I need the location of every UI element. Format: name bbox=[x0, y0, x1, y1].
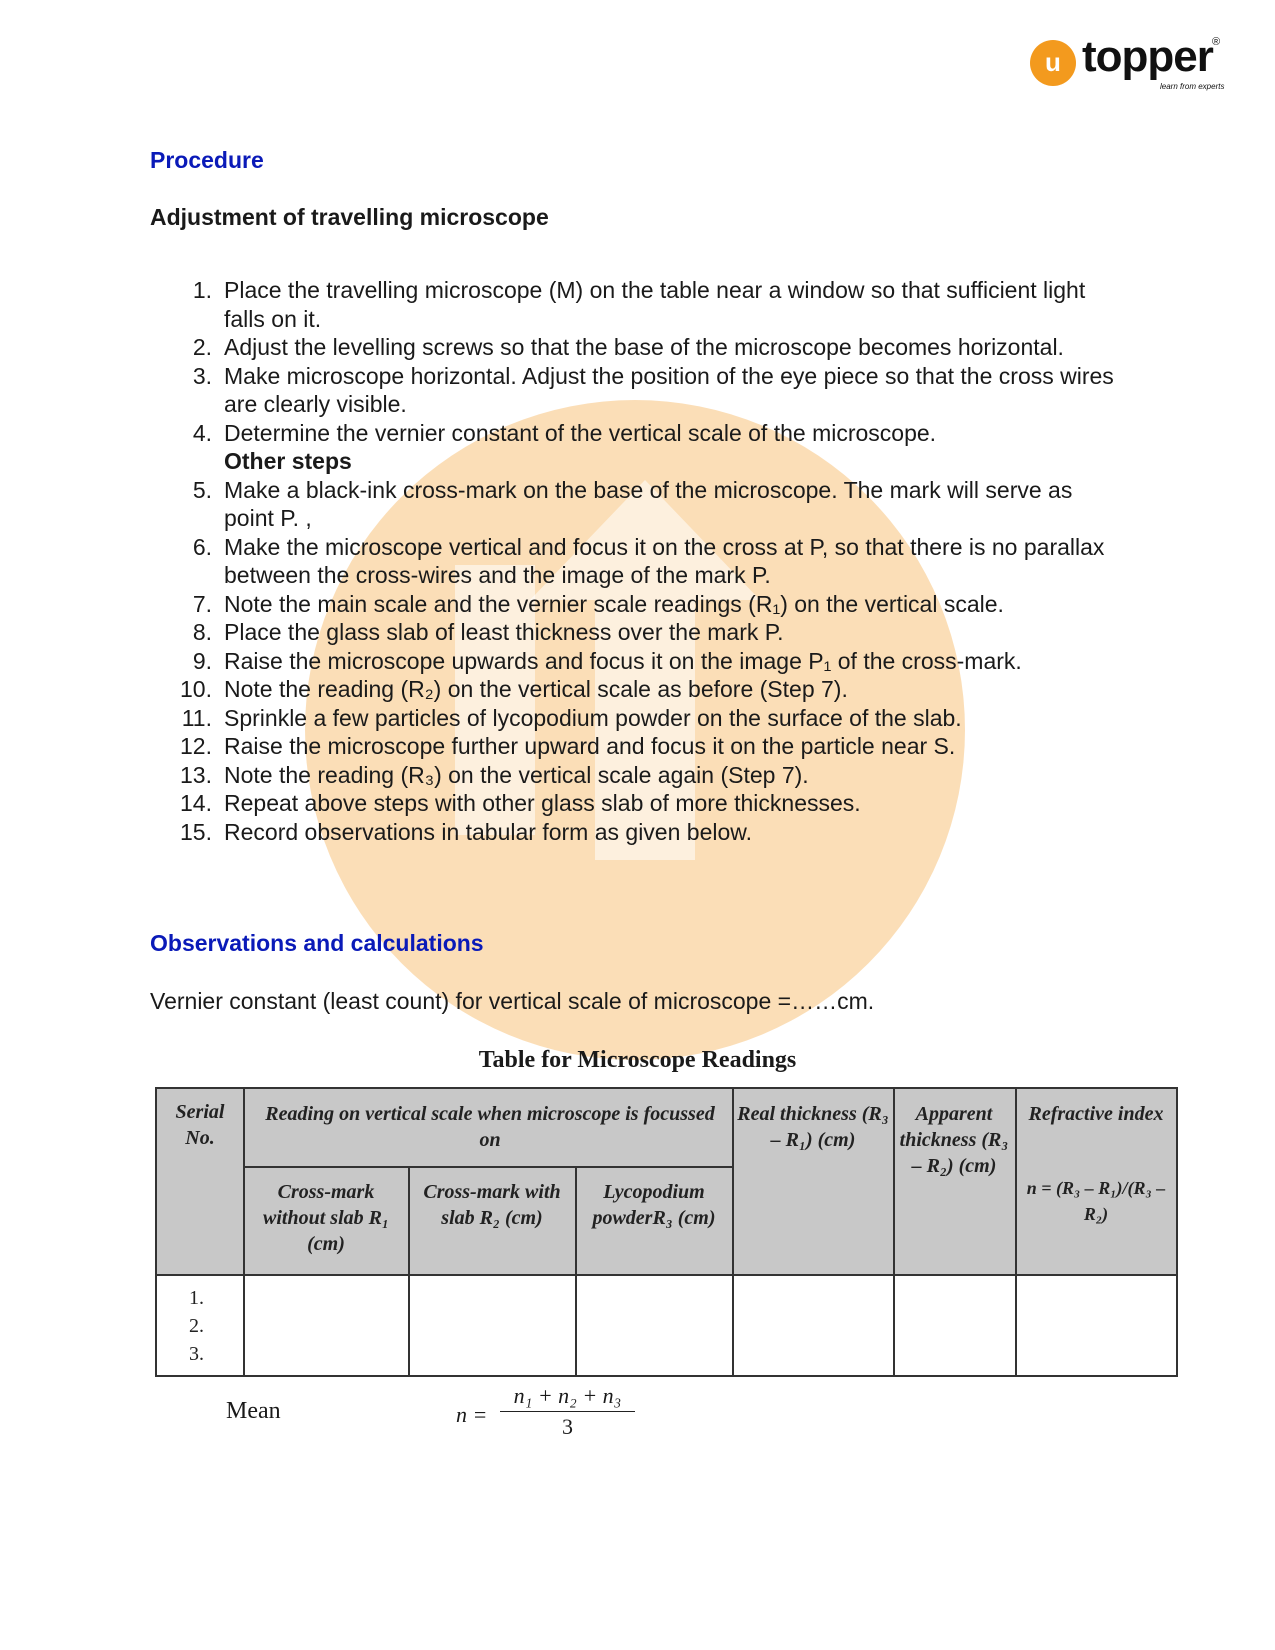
topper-logo bbox=[1030, 32, 1230, 96]
mean-numerator: n₁ + n₂ + n₃ bbox=[500, 1383, 635, 1412]
header-apparent-thickness: Apparent thickness (R₃ – R₂) (cm) bbox=[899, 1103, 1009, 1177]
list-item: 12. Raise the microscope further upward and focus it on the particle near S. bbox=[180, 733, 956, 759]
refractive-formula: n = (R₃ – R₁)/(R₃ – R₂) bbox=[1026, 1178, 1166, 1224]
list-item: 3. Make microscope horizontal. Adjust the position of the eye piece so that the cross wires are clearly visible. bbox=[192, 362, 1114, 417]
list-item: 6. Make the microscope vertical and focus it on the cross at P, so that there is no parallax between the cross-wires and the image of the mark P. bbox=[192, 533, 1105, 588]
header-cross-mark: Cross-mark without slab R₁ (cm) bbox=[263, 1181, 389, 1255]
list-item: 14. Repeat above steps with other glass slab of more thicknesses. bbox=[180, 790, 861, 816]
list-item: 8. Place the glass slab of least thickness over the mark P. bbox=[192, 619, 784, 645]
header-cross-slab: Cross-mark with slab R₂ (cm) bbox=[423, 1181, 561, 1229]
mean-fraction bbox=[500, 1383, 635, 1440]
list-item: 2. Adjust the levelling screws so that the base of the microscope becomes horizontal. bbox=[192, 334, 1064, 360]
list-item: 9. Raise the microscope upwards and focus it on the image P₁ of the cross-mark. bbox=[192, 647, 1022, 674]
other-steps-heading: Other steps bbox=[224, 448, 352, 474]
logo-wordmark: topper bbox=[1082, 32, 1213, 81]
vernier-constant-text: Vernier constant (least count) for vertical scale of microscope =……cm. bbox=[150, 988, 875, 1014]
header-reading-group: Reading on vertical scale when microscope is focussed on bbox=[265, 1103, 715, 1151]
serial-1: 1. bbox=[189, 1287, 204, 1309]
logo-registered: ® bbox=[1212, 36, 1221, 48]
header-serial-no: Serial No. bbox=[175, 1101, 225, 1149]
header-refractive-index: Refractive index bbox=[1028, 1103, 1164, 1125]
serial-3: 3. bbox=[189, 1343, 204, 1365]
logo-icon: u bbox=[1030, 40, 1076, 86]
list-item: 7. Note the main scale and the vernier scale readings (R₁) on the vertical scale. bbox=[192, 590, 1004, 617]
serial-2: 2. bbox=[189, 1315, 204, 1337]
header-lycopodium: Lycopodium powderR₃ (cm) bbox=[592, 1181, 716, 1229]
procedure-steps bbox=[170, 276, 1120, 846]
list-item: 10. Note the reading (R₂) on the vertical scale as before (Step 7). bbox=[180, 676, 848, 702]
list-item: 11. Sprinkle a few particles of lycopodium powder on the surface of the slab. bbox=[181, 704, 962, 731]
mean-lhs: n = bbox=[456, 1402, 488, 1427]
list-item: 15. Record observations in tabular form as given below. bbox=[180, 818, 753, 845]
list-item: 1. Place the travelling microscope (M) on the table near a window so that sufficient light falls on it. bbox=[192, 277, 1086, 332]
mean-label: Mean bbox=[226, 1398, 281, 1424]
readings-table bbox=[155, 1087, 1178, 1377]
list-item: 5. Make a black-ink cross-mark on the base of the microscope. The mark will serve as bbox=[192, 476, 1073, 503]
table-title: Table for Microscope Readings bbox=[478, 1047, 797, 1073]
observations-heading: Observations and calculations bbox=[150, 930, 484, 956]
adjustment-heading: Adjustment of travelling microscope bbox=[150, 204, 549, 230]
list-item: 4. Determine the vernier constant of the vertical scale of the microscope. bbox=[192, 419, 937, 446]
logo-tagline: learn from experts bbox=[1160, 82, 1225, 91]
step5-continuation: point P. , bbox=[224, 505, 312, 531]
mean-denominator: 3 bbox=[562, 1414, 573, 1439]
procedure-heading: Procedure bbox=[150, 147, 264, 173]
list-item: 13. Note the reading (R₃) on the vertical scale again (Step 7). bbox=[180, 761, 809, 788]
header-real-thickness: Real thickness (R₃ – R₁) (cm) bbox=[737, 1103, 889, 1151]
